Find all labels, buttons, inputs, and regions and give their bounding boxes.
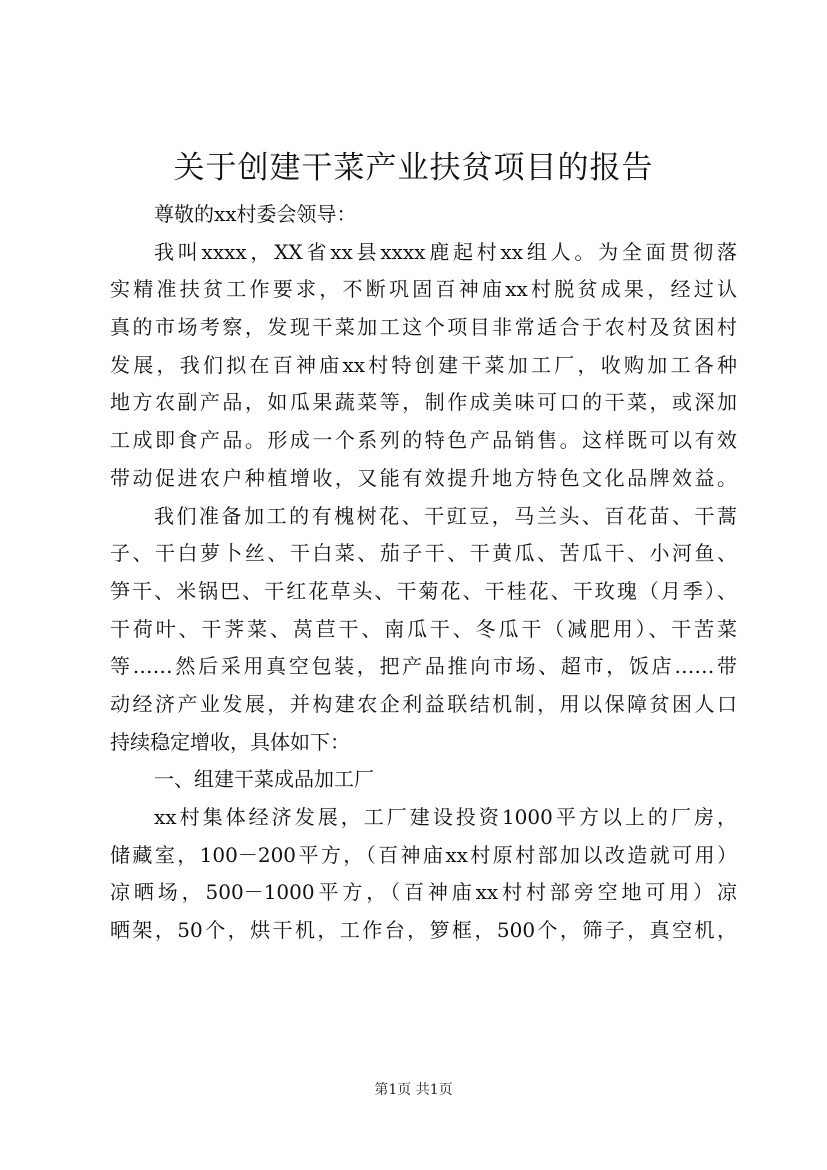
paragraph-line: 持续稳定增收，具体如下： (110, 729, 350, 754)
paragraph-line: 发展，我们拟在百神庙xx村特创建干菜加工厂，收购加工各种 (110, 352, 737, 377)
paragraph-line: 凉晒场，500－1000平方，（百神庙xx村村部旁空地可用）凉 (110, 880, 737, 905)
paragraph-line: xx村集体经济发展，工厂建设投资1000平方以上的厂房， (154, 805, 737, 829)
page-number-footer: 第1页 共1页 (374, 1082, 453, 1098)
paragraph-line: 带动促进农户种植增收，又能有效提升地方特色文化品牌效益。 (110, 465, 737, 490)
paragraph-line: 笋干、米锅巴、干红花草头、干菊花、干桂花、干玫瑰（月季）、 (110, 578, 737, 603)
document-body (110, 196, 737, 950)
document-title: 关于创建干菜产业扶贫项目的报告 (173, 150, 654, 186)
paragraph-line: 晒架，50个，烘干机，工作台，箩框，500个，筛子，真空机， (110, 918, 737, 943)
paragraph-line: 工成即食产品。形成一个系列的特色产品销售。这样既可以有效 (110, 428, 737, 453)
paragraph-line: 我们准备加工的有槐树花、干豇豆，马兰头、百花苗、干蒿 (154, 503, 737, 528)
paragraph-line: 储藏室，100－200平方，（百神庙xx村原村部加以改造就可用） (110, 842, 737, 867)
salutation-line: 尊敬的xx村委会领导： (154, 202, 357, 226)
paragraph-line: 真的市场考察，发现干菜加工这个项目非常适合于农村及贫困村 (110, 315, 737, 340)
paragraph-line: 等……然后采用真空包装，把产品推向市场、超市，饭店……带 (110, 654, 737, 679)
paragraph-line: 子、干白萝卜丝、干白菜、茄子干、干黄瓜、苦瓜干、小河鱼、 (110, 541, 737, 566)
paragraph-line: 干荷叶、干荠菜、莴苣干、南瓜干、冬瓜干（减肥用）、干苦菜 (110, 616, 737, 641)
section-heading: 一、组建干菜成品加工厂 (154, 767, 374, 792)
paragraph-line: 实精准扶贫工作要求，不断巩固百神庙xx村脱贫成果，经过认 (110, 277, 737, 302)
paragraph-line: 地方农副产品，如瓜果蔬菜等，制作成美味可口的干菜，或深加 (110, 390, 737, 415)
paragraph-line: 动经济产业发展，并构建农企利益联结机制，用以保障贫困人口 (110, 691, 737, 716)
paragraph-line: 我叫xxxx，XX省xx县xxxx鹿起村xx组人。为全面贯彻落 (154, 239, 737, 264)
